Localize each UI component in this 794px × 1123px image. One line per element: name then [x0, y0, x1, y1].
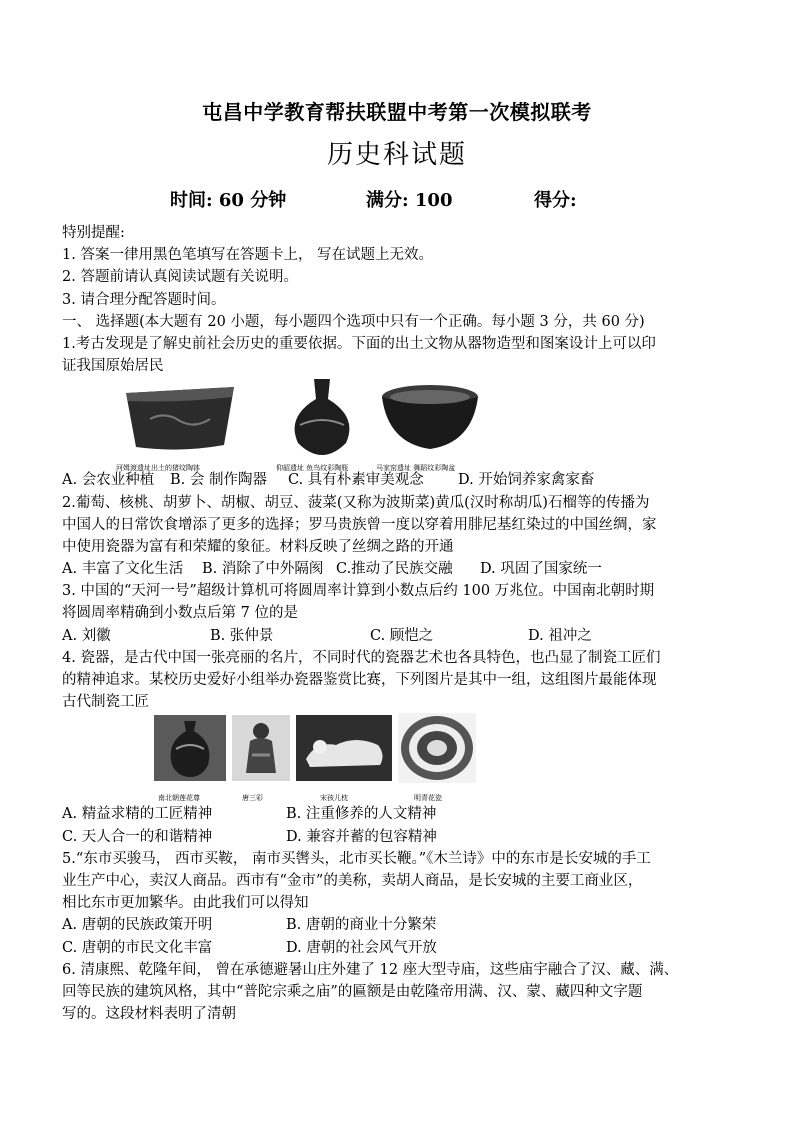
option-c[interactable]: C. 天人合一的和谐精神	[62, 828, 213, 845]
image-caption: 河姆渡遗址出土的猪纹陶钵	[116, 464, 200, 473]
q5-options-row1	[62, 914, 742, 936]
image-caption: 明青花瓷	[414, 794, 442, 803]
image-caption: 马家窑遗址 舞蹈纹彩陶盆	[376, 464, 456, 473]
option-b[interactable]: B. 会 制作陶器	[170, 472, 267, 489]
lotus-vessel-image	[154, 715, 226, 781]
q5-options-row2	[62, 937, 742, 959]
option-c[interactable]: C. 唐朝的市民文化丰富	[62, 939, 213, 956]
option-c[interactable]: C. 顾恺之	[370, 627, 434, 644]
question-text: 4. 瓷器，是古代中国一张亮丽的名片，不同时代的瓷器艺术也各具特色，也凸显了制瓷工匠们	[62, 649, 661, 666]
option-d[interactable]: D. 开始饲养家禽家畜	[458, 472, 595, 489]
full-score-label: 满分: 100	[366, 190, 453, 211]
question-text: 5.“东市买骏马， 西市买鞍， 南市买辔头，北市买长鞭。”《木兰诗》中的东市是长安城的手工	[62, 850, 651, 867]
question-text: 中国人的日常饮食增添了更多的选择；罗马贵族曾一度以穿着用腓尼基红染过的中国丝绸，家	[62, 516, 657, 533]
question-text: 3. 中国的“天河一号”超级计算机可将圆周率计算到小数点后约 100 万兆位。中国南北朝时期	[62, 583, 655, 600]
question-text: 业生产中心，卖汉人商品。西市有“金市”的美称，卖胡人商品，是长安城的主要工商业区，	[62, 872, 643, 889]
q4-options-row2	[62, 826, 742, 848]
image-caption: 仰韶遗址 鱼鸟纹彩陶瓶	[276, 464, 349, 473]
option-b[interactable]: B. 唐朝的商业十分繁荣	[286, 917, 437, 934]
question-text: 1.考古发现是了解史前社会历史的重要依据。下面的出土文物从器物造型和图案设计上可以印	[62, 335, 656, 352]
painted-vase-image	[284, 377, 360, 457]
option-a[interactable]: A. 精益求精的工匠精神	[62, 806, 213, 823]
notice-item: 1. 答案一律用黑色笔填写在答题卡上， 写在试题上无效。	[62, 247, 434, 264]
q1-figures	[62, 377, 742, 473]
exam-body	[62, 222, 742, 1025]
image-caption: 南北朝莲花尊	[158, 794, 200, 803]
q4-figures	[62, 713, 742, 803]
option-d[interactable]: D. 巩固了国家统一	[480, 561, 602, 578]
section-heading: 一、 选择题(本大题有 20 小题，每小题四个选项中只有一个正确。每小题 3 分，共 60 分)	[62, 313, 645, 330]
option-b[interactable]: B. 注重修养的人文精神	[286, 806, 437, 823]
q3-options	[62, 625, 742, 647]
question-text: 中使用瓷器为富有和荣耀的象征。材料反映了丝绸之路的开通	[62, 538, 454, 555]
question-text: 2.葡萄、核桃、胡萝卜、胡椒、胡豆、菠菜(又称为波斯菜)黄瓜(汉时称胡瓜)石榴等的传播为	[62, 494, 650, 511]
option-b[interactable]: B. 张仲景	[210, 627, 274, 644]
painted-basin-image	[380, 383, 480, 453]
option-b[interactable]: B. 消除了中外隔阂	[202, 561, 324, 578]
exam-subtitle: 历史科试题	[326, 140, 467, 170]
exam-title: 屯昌中学教育帮扶联盟中考第一次模拟联考	[202, 100, 592, 124]
tang-sancai-image	[232, 715, 290, 781]
option-c[interactable]: C. 具有朴素审美观念	[288, 472, 424, 489]
notice-heading: 特别提醒:	[62, 225, 125, 241]
question-text: 将圆周率精确到小数点后第 7 位的是	[62, 605, 298, 622]
time-label: 时间: 60 分钟	[170, 190, 287, 211]
question-text: 写的。这段材料表明了清朝	[62, 1006, 236, 1023]
option-a[interactable]: A. 唐朝的民族政策开明	[62, 917, 213, 934]
image-caption: 唐三彩	[242, 794, 263, 803]
option-c[interactable]: C.推动了民族交融	[336, 561, 453, 578]
question-text: 回等民族的建筑风格，其中“普陀宗乘之庙”的匾额是由乾隆帝用满、汉、蒙、藏四种文字题	[62, 983, 643, 1000]
pottery-bowl-image	[120, 379, 240, 453]
option-d[interactable]: D. 兼容并蓄的包容精神	[286, 828, 437, 845]
question-text: 6. 清康熙、乾隆年间， 曾在承德避暑山庄外建了 12 座大型寺庙，这些庙宇融合了汉、藏、满、	[62, 961, 679, 978]
question-text: 古代制瓷工匠	[62, 694, 149, 711]
question-text: 证我国原始居民	[62, 358, 164, 375]
question-text: 的精神追求。某校历史爱好小组举办瓷器鉴赏比赛，下列图片是其中一组，这组图片最能体现	[62, 672, 657, 688]
option-d[interactable]: D. 祖冲之	[528, 627, 592, 644]
exam-meta	[170, 186, 577, 212]
score-label: 得分:	[534, 190, 577, 211]
notice-item: 2. 答题前请认真阅读试题有关说明。	[62, 269, 298, 286]
blue-white-plate-image	[398, 713, 476, 783]
option-a[interactable]: A. 丰富了文化生活	[62, 561, 184, 578]
question-text: 相比东市更加繁华。由此我们可以得知	[62, 895, 309, 912]
q2-options	[62, 558, 742, 580]
song-child-pillow-image	[296, 715, 392, 781]
option-a[interactable]: A. 会农业种植	[62, 472, 155, 489]
option-d[interactable]: D. 唐朝的社会风气开放	[286, 939, 437, 956]
notice-item: 3. 请合理分配答题时间。	[62, 291, 226, 308]
image-caption: 宋孩儿枕	[320, 794, 348, 803]
option-a[interactable]: A. 刘徽	[62, 627, 111, 644]
